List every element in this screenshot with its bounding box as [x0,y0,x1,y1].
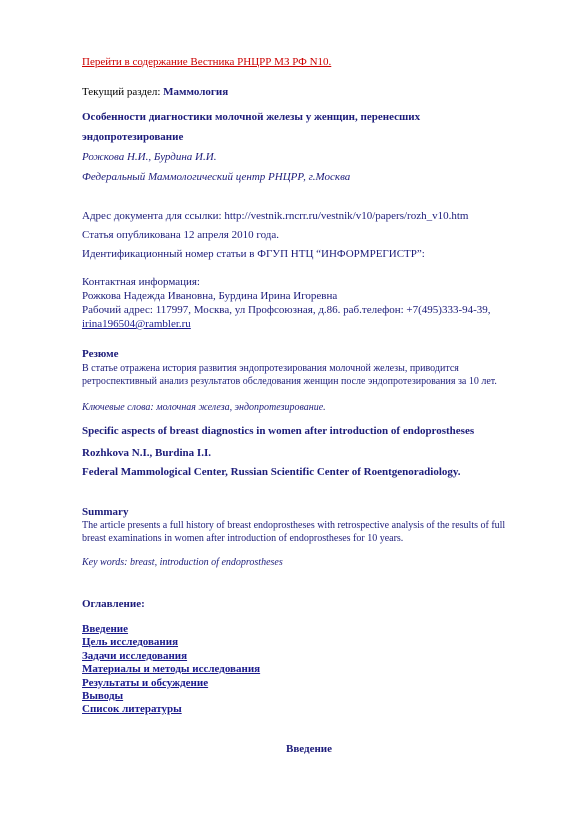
abstract-en-line2: breast examinations in women after introduction of endoprostheses for 10 years. [82,533,404,544]
contents-link[interactable]: Перейти в содержание Вестника РНЦРР МЗ РФ N10. [82,56,332,68]
toc-link-materials-methods[interactable]: Материалы и методы исследования [82,663,261,676]
contact-address: Рабочий адрес: 117997, Москва, ул Профсоюзная, д.86. раб.телефон: +7(495)333-94-39, [82,304,491,316]
abstract-ru-heading: Резюме [82,348,119,360]
contact-names: Рожкова Надежда Ивановна, Бурдина Ирина Игоревна [82,290,338,302]
section-prefix: Текущий раздел: [82,86,164,98]
toc-link-results[interactable]: Результаты и обсуждение [82,676,209,689]
toc-heading: Оглавление: [82,598,145,610]
current-section [82,86,228,98]
article-title-ru-line1: Особенности диагностики молочной железы у женщин, перенесших [82,111,421,123]
authors-ru: Рожкова Н.И., Бурдина И.И. [82,151,217,163]
table-of-contents [82,623,260,717]
toc-link-introduction[interactable]: Введение [82,623,129,635]
contact-email-link[interactable]: irina196504@rambler.ru [82,318,191,330]
document-address: Адрес документа для ссылки: http://vestnik.rncrr.ru/vestnik/v10/papers/rozh_v10.htm [82,210,469,222]
contact-heading: Контактная информация: [82,276,200,288]
keywords-en: Key words: breast, introduction of endoprostheses [82,557,283,568]
authors-en: Rozhkova N.I., Burdina I.I. [82,447,211,459]
abstract-en-heading: Summary [82,506,129,518]
article-title-en: Specific aspects of breast diagnostics in women after introduction of endoprostheses [82,425,475,437]
publication-date: Статья опубликована 12 апреля 2010 года. [82,229,279,241]
keywords-ru: Ключевые слова: молочная железа, эндопротезирование. [82,402,326,413]
section-name: Маммология [163,86,229,98]
article-title-ru-line2: эндопротезирование [82,131,184,143]
affiliation-ru: Федеральный Маммологический центр РНЦРР, г.Москва [82,171,351,183]
toc-link-references[interactable]: Список литературы [82,703,182,716]
abstract-ru-line2: ретроспективный анализ результатов обследования женщин после эндопротезирования за 10 лет. [82,376,497,387]
toc-link-conclusions[interactable]: Выводы [82,690,124,703]
ident-number: Идентификационный номер статьи в ФГУП НТЦ “ИНФОРМРЕГИСТР”: [82,248,425,260]
abstract-en-line1: The article presents a full history of breast endoprostheses with retrospective analysis of the results of full [82,520,506,531]
intro-heading: Введение [286,743,333,755]
abstract-ru-line1: В статье отражена история развития эндопротезирования молочной железы, приводится [82,363,459,374]
affiliation-en: Federal Mammological Center, Russian Scientific Center of Roentgenoradiology. [82,466,461,478]
toc-link-tasks[interactable]: Задачи исследования [82,649,188,662]
toc-link-goal[interactable]: Цель исследования [82,636,179,649]
